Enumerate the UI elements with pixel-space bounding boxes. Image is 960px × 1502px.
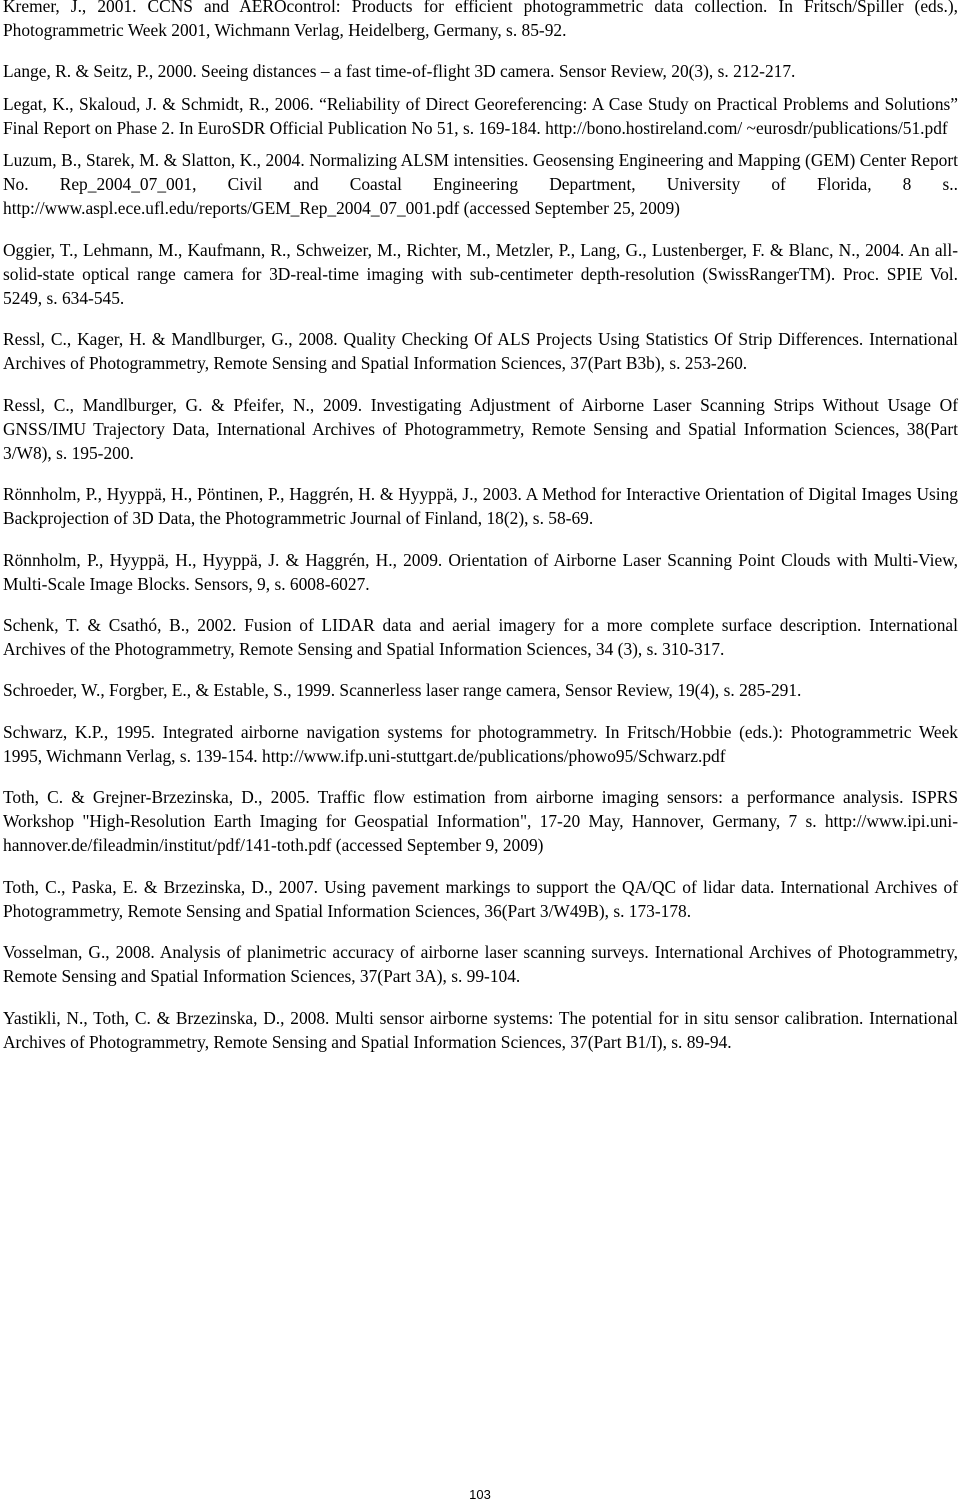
reference-entry-vosselman-2008: Vosselman, G., 2008. Analysis of planimetric accuracy of airborne laser scanning surveys. International Archives of Photogrammetry, Remote Sensing and Spatial Information Sciences, 37(Part 3A), s. 99-104.: [3, 942, 958, 987]
page-number: 103: [469, 1487, 491, 1502]
reference-entry-schwarz-1995: Schwarz, K.P., 1995. Integrated airborne navigation systems for photogrammetry. In Fritsch/Hobbie (eds.): Photogrammetric Week 1995, Wichmann Verlag, s. 139-154. http://www.ifp.uni-stuttgart.de/publications/phowo95/Schwarz.pdf: [3, 721, 958, 766]
reference-entry-schroeder-1999: Schroeder, W., Forgber, E., & Estable, S., 1999. Scannerless laser range camera, Sensor Review, 19(4), s. 285-291.: [3, 680, 802, 701]
reference-entry-legat-2006: Legat, K., Skaloud, J. & Schmidt, R., 2006. “Reliability of Direct Georeferencing: A Case Study on Practical Problems and Solutions” Final Report on Phase 2. In EuroSDR Official Publication No 51, s. 169-184. http://bono.hostireland.com/ ~eurosdr/publications/51.pdf: [3, 93, 958, 138]
reference-entry-luzum-2004: Luzum, B., Starek, M. & Slatton, K., 2004. Normalizing ALSM intensities. Geosensing Engineering and Mapping (GEM) Center Report No. Rep_2004_07_001, Civil and Coastal Engineering Department, University of Florida, 8 s.. http://www.aspl.ece.ufl.edu/reports/GEM_Rep_2004_07_001.pdf (accessed September 25, 2009): [3, 150, 958, 219]
reference-entry-ronnholm-2009: Rönnholm, P., Hyyppä, H., Hyyppä, J. & Haggrén, H., 2009. Orientation of Airborne Laser Scanning Point Clouds with Multi-View, Multi-Scale Image Blocks. Sensors, 9, s. 6008-6027.: [3, 549, 958, 594]
reference-entry-toth-2005: Toth, C. & Grejner-Brzezinska, D., 2005. Traffic flow estimation from airborne imaging sensors: a performance analysis. ISPRS Workshop "High-Resolution Earth Imaging for Geospatial Information", 17-20 May, Hannover, Germany, 7 s. http://www.ipi.uni-hannover.de/fileadmin/institut/pdf/141-toth.pdf (accessed September 9, 2009): [3, 787, 958, 856]
reference-entry-lange-2000: Lange, R. & Seitz, P., 2000. Seeing distances – a fast time-of-flight 3D camera. Sensor Review, 20(3), s. 212-217.: [3, 61, 796, 82]
reference-entry-ronnholm-2003: Rönnholm, P., Hyyppä, H., Pöntinen, P., Haggrén, H. & Hyyppä, J., 2003. A Method for Interactive Orientation of Digital Images Using Backprojection of 3D Data, the Photogrammetric Journal of Finland, 18(2), s. 58-69.: [3, 484, 958, 529]
reference-entry-ressl-2008: Ressl, C., Kager, H. & Mandlburger, G., 2008. Quality Checking Of ALS Projects Using Statistics Of Strip Differences. International Archives of Photogrammetry, Remote Sensing and Spatial Information Sciences, 37(Part B3b), s. 253-260.: [3, 329, 958, 374]
reference-entry-oggier-2004: Oggier, T., Lehmann, M., Kaufmann, R., Schweizer, M., Richter, M., Metzler, P., Lang, G., Lustenberger, F. & Blanc, N., 2004. An all-solid-state optical range camera for 3D-real-time imaging with sub-centimeter depth-resolution (SwissRangerTM). Proc. SPIE Vol. 5249, s. 634-545.: [3, 239, 958, 309]
reference-entry-schenk-2002: Schenk, T. & Csathó, B., 2002. Fusion of LIDAR data and aerial imagery for a more complete surface description. International Archives of the Photogrammetry, Remote Sensing and Spatial Information Sciences, 34 (3), s. 310-317.: [3, 615, 958, 660]
reference-entry-yastikli-2008: Yastikli, N., Toth, C. & Brzezinska, D., 2008. Multi sensor airborne systems: The potential for in situ sensor calibration. International Archives of Photogrammetry, Remote Sensing and Spatial Information Sciences, 37(Part B1/I), s. 89-94.: [3, 1007, 958, 1052]
reference-list: [3, 0, 958, 1071]
reference-entry-ressl-2009: Ressl, C., Mandlburger, G. & Pfeifer, N., 2009. Investigating Adjustment of Airborne Laser Scanning Strips Without Usage Of GNSS/IMU Trajectory Data, International Archives of Photogrammetry, Remote Sensing and Spatial Information Sciences, 38(Part 3/W8), s. 195-200.: [3, 394, 958, 464]
reference-entry-toth-2007: Toth, C., Paska, E. & Brzezinska, D., 2007. Using pavement markings to support the QA/QC of lidar data. International Archives of Photogrammetry, Remote Sensing and Spatial Information Sciences, 36(Part 3/W49B), s. 173-178.: [3, 876, 958, 921]
reference-entry-kremer-2001: Kremer, J., 2001. CCNS and AEROcontrol: Products for efficient photogrammetric data collection. In Fritsch/Spiller (eds.), Photogrammetric Week 2001, Wichmann Verlag, Heidelberg, Germany, s. 85-92.: [3, 0, 958, 41]
